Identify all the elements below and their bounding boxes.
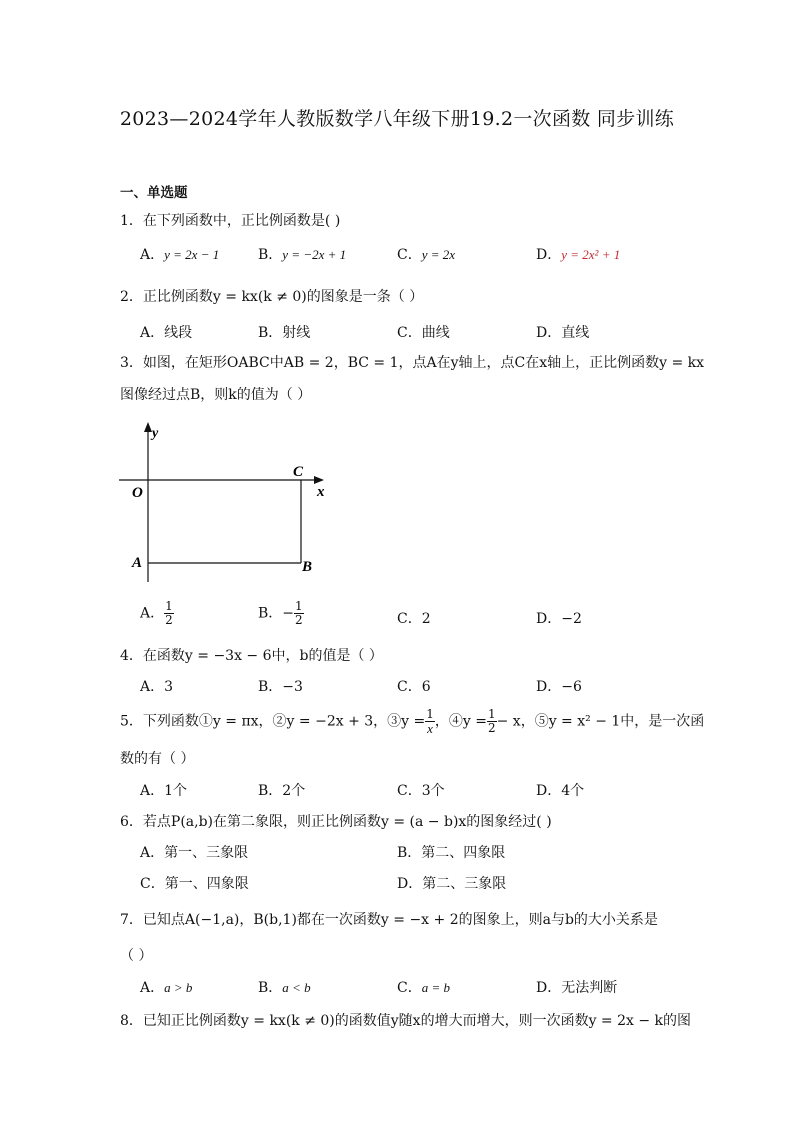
- question-6-option-d: D．第二、三象限: [397, 876, 507, 892]
- question-6-stem: 6．若点P(a,b)在第二象限，则正比例函数y = (a − b)x的图象经过( ): [120, 814, 552, 830]
- rectangle-figure: [114, 418, 344, 590]
- section-heading: 一、单选题: [120, 185, 188, 201]
- question-1-option-b: B．y = −2x + 1: [258, 247, 347, 263]
- question-3-option-b: B．− $\frac{1}{2}$: [258, 599, 303, 627]
- x-axis-label: x: [317, 484, 325, 500]
- question-2-stem: 2．正比例函数y = kx(k ≠ 0)的图象是一条（ ）: [120, 289, 424, 305]
- question-7-stem-line2: （ ）: [120, 948, 153, 964]
- question-1-option-d: D．y = 2x² + 1: [536, 247, 621, 263]
- document-title: 2023—2024学年人教版数学八年级下册19.2一次函数 同步训练: [119, 108, 675, 130]
- question-7-option-b: B．a < b: [258, 980, 311, 996]
- question-7-option-d: D．无法判断: [536, 980, 618, 996]
- question-2-option-a: A．线段: [140, 325, 193, 341]
- fraction: $\frac{1}{2}$: [295, 599, 303, 627]
- fraction: $\frac{1}{x}$: [426, 707, 434, 736]
- question-4-option-d: D．−6: [536, 679, 582, 695]
- question-5-stem-line2: 数的有（ ）: [120, 751, 195, 767]
- question-5-option-b: B．2个: [258, 783, 306, 799]
- question-5-option-d: D．4个: [536, 783, 585, 799]
- question-2-option-d: D．直线: [536, 325, 590, 341]
- question-4-option-a: A．3: [140, 679, 174, 695]
- question-1-option-c: C．y = 2x: [397, 247, 456, 263]
- question-7-option-a: A．a > b: [140, 980, 193, 996]
- question-7-stem-line1: 7．已知点A(−1,a)，B(b,1)都在一次函数y = −x + 2的图象上，则a与b的大小关系是: [120, 912, 658, 928]
- point-b-label: B: [302, 559, 313, 575]
- question-5-stem-line1: 5．下列函数①y = πx，②y = −2x + 3，③y = $\frac{1}{x}$ ，④y = $\frac{1}{2}$ − x，⑤y = x² − 1中，是一次函: [120, 707, 705, 736]
- question-4-option-c: C．6: [397, 679, 431, 695]
- y-axis-label: y: [152, 426, 159, 441]
- question-3-option-d: D．−2: [536, 611, 582, 627]
- point-c-label: C: [293, 464, 304, 480]
- y-axis-arrow: [144, 422, 152, 432]
- question-5-option-c: C．3个: [397, 783, 445, 799]
- question-7-option-c: C．a = b: [397, 980, 450, 996]
- question-2-option-b: B．射线: [258, 325, 311, 341]
- question-2-option-c: C．曲线: [397, 325, 450, 341]
- question-3-stem-line1: 3．如图，在矩形OABC中AB = 2，BC = 1，点A在y轴上，点C在x轴上，正比例函数y = kx: [120, 355, 705, 371]
- origin-label: O: [132, 485, 143, 501]
- question-4-stem: 4．在函数y = −3x − 6中，b的值是（ ）: [120, 648, 383, 664]
- fraction: $\frac{1}{2}$: [165, 599, 173, 627]
- question-3-option-c: C．2: [397, 611, 431, 627]
- question-4-option-b: B．−3: [258, 679, 303, 695]
- question-6-option-c: C．第一、四象限: [140, 876, 249, 892]
- question-6-option-b: B．第二、四象限: [397, 845, 506, 861]
- fraction: $\frac{1}{2}$: [487, 707, 496, 735]
- question-1-stem: 1．在下列函数中，正比例函数是( ): [120, 213, 341, 229]
- point-a-label: A: [132, 555, 143, 571]
- question-1-option-a: A．y = 2x − 1: [140, 247, 220, 263]
- question-3-stem-line2: 图像经过点B，则k的值为（ ）: [120, 387, 312, 403]
- question-6-option-a: A．第一、三象限: [140, 845, 249, 861]
- x-axis-arrow: [314, 476, 324, 484]
- question-8-stem: 8．已知正比例函数y = kx(k ≠ 0)的函数值y随x的增大而增大，则一次函数y = 2x − k的图: [120, 1013, 692, 1029]
- question-3-option-a: A． $\frac{1}{2}$: [140, 599, 173, 627]
- question-5-option-a: A．1个: [140, 783, 188, 799]
